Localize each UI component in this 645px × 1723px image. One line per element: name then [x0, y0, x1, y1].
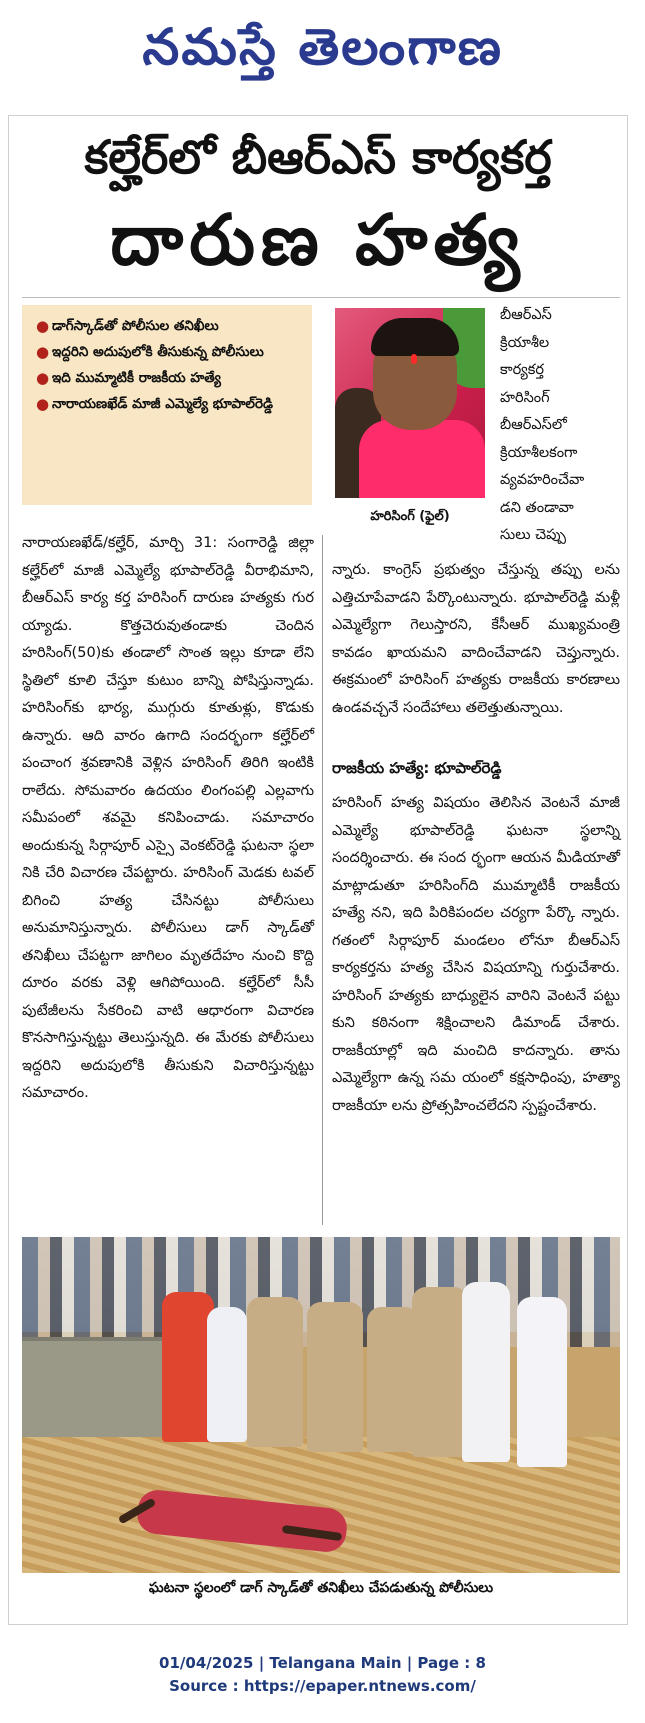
column-divider	[322, 535, 323, 1225]
narrow-line: కార్యకర్త	[500, 362, 544, 378]
narrow-line: క్రియాశీలకంగా	[500, 444, 578, 461]
highlight-text: ఇద్దరిని అదుపులోకి తీసుకున్న పోలీసులు	[52, 344, 264, 360]
masthead-title: నమస్తే తెలంగాణ	[142, 16, 503, 76]
scene-policeman	[307, 1302, 363, 1452]
highlight-item	[36, 341, 304, 364]
highlights-box	[22, 305, 312, 505]
narrow-line: డని తండావా	[500, 499, 574, 516]
headline-divider	[22, 297, 620, 298]
narrow-column	[500, 302, 618, 550]
left-column	[22, 530, 314, 1108]
highlight-item	[36, 393, 304, 416]
masthead	[0, 0, 645, 105]
headline-line-2: దారుణ హత్య	[110, 199, 526, 281]
footer-source: Source : https://epaper.ntnews.com/	[169, 1677, 476, 1695]
highlight-item	[36, 315, 304, 338]
left-column-text: నారాయణఖేడ్/కల్హేర్, మార్చి 31: సంగారెడ్డి జిల్లా కల్హేర్‌లో మాజీ ఎమ్మెల్యే భూపాల్‌రెడ్డి వీరాభిమాని, బీఆర్‌ఎస్ కార్య కర్త హరిసింగ్ దారుణ హత్యకు గుర య్యాడు. కొత్తచెరువుతండాకు చెందిన హరిసింగ్(50)కు తండాలో సొంత ఇల్లు కూడా లేని స్థితిలో కూలి చేస్తూ కుటుం బాన్ని పోషిస్తున్నాడు. హరిసింగ్‌కు భార్య, ముగ్గురు కూతుళ్లు, కొడుకు ఉన్నారు. ఆది వారం ఉగాది సందర్భంగా కల్హేర్‌లో పంచాంగ శ్రవణానికి వెళ్లిన హరిసింగ్ తిరిగి ఇంటికి రాలేదు. సోమవారం ఉదయం లింగంపల్లి ఎల్లవాగు సమీపంలో శవమై కనిపించాడు. సమాచారం అందుకున్న సిర్గాపూర్ ఎస్సై వెంకట్‌రెడ్డి ఘటనా స్థలా నికి చేరి విచారణ చేపట్టారు. హరిసింగ్ మెడకు టవల్ బిగించి హత్య చేసినట్టు పోలీసులు అనుమానిస్తున్నారు. పోలీసులు డాగ్ స్కాడ్‌తో తనిఖీలు చేపట్టగా జాగిలం మృతదేహం నుంచి కొద్ది దూరం వరకు వెళ్లి ఆగిపోయింది. కల్హేర్‌లో సీసీ పుటేజీలను సేకరించి వాటి ఆధారంగా విచారణ కొనసాగిస్తున్నట్టు తెలుస్తున్నది. ఈ మేరకు పోలీసులు ఇద్దరిని అదుపులోకి తీసుకుని విచారిస్తున్నట్టు సమాచారం.	[22, 535, 314, 1101]
right-column-top-text: న్నారు. కాంగ్రెస్ ప్రభుత్వం చేస్తున్న తప్పు లను ఎత్తిచూపేవాడని పేర్కొంటున్నారు. భూపాల్‌రెడ్డి మళ్లీ ఎమ్మెల్యేగా గెలుస్తారని, కేసీఆర్ ముఖ్యమంత్రి కావడం ఖాయమని వాదించేవాడని చెప్తున్నారు. ఈక్రమంలో హరిసింగ్ హత్యకు రాజకీయ కారణాలు ఉండవచ్చనే సందేహాలు తలెత్తుతున్నాయి.	[332, 562, 620, 716]
photo-hair	[371, 318, 459, 356]
bullet-icon: ●	[36, 317, 50, 335]
scene-photo	[22, 1237, 620, 1573]
narrow-line: హరిసింగ్	[500, 389, 550, 406]
scene-person-white-shirt	[462, 1282, 510, 1462]
narrow-line: క్రియాశీల	[500, 334, 550, 351]
subheading: రాజకీయ హత్యే: భూపాల్‌రెడ్డి	[332, 759, 502, 777]
scene-person-white-shirt	[207, 1307, 247, 1442]
portrait-photo	[335, 308, 485, 498]
bullet-icon: ●	[36, 395, 50, 413]
highlight-item	[36, 367, 304, 390]
narrow-line: బీఆర్‌ఎస్‌లో	[500, 417, 567, 433]
right-column-bottom	[332, 790, 620, 1120]
photo-shirt	[359, 420, 485, 498]
highlight-text: డాగ్‌స్కాడ్‌తో పోలీసుల తనిఖీలు	[52, 318, 219, 334]
right-column-bottom-text: హరిసింగ్ హత్య విషయం తెలిసిన వెంటనే మాజీ ఎమ్మెల్యే భూపాల్‌రెడ్డి ఘటనా స్థలాన్ని సందర్శించారు. ఈ సంద ర్భంగా ఆయన మీడియాతో మాట్లాడుతూ హరిసింగ్‌ది ముమ్మాటికీ రాజకీయ హత్యే నని, ఇది పిరికిపందల చర్యగా పేర్కొ న్నారు. గతంలో సిర్గాపూర్ మండలం లోనూ బీఆర్‌ఎస్ కార్యకర్తను హత్య చేసిన విషయాన్ని గుర్తుచేశారు. హరిసింగ్ హత్యకు బాధ్యులైన వారిని వెంటనే పట్టు కుని కఠినంగా శిక్షించాలని డిమాండ్ చేశారు. రాజకీయాల్లో ఇది మంచిది కాదన్నారు. తాను ఎమ్మెల్యేగా ఉన్న సమ యంలో కక్షసాధింపు, హత్యా రాజకీయా లను ప్రోత్సహించలేదని స్పష్టంచేశారు.	[332, 795, 620, 1114]
bullet-icon: ●	[36, 369, 50, 387]
scene-policeman	[412, 1287, 468, 1457]
narrow-line: బీఆర్‌ఎస్	[500, 307, 552, 323]
photo-tilak	[411, 354, 417, 364]
narrow-line: సులు చెప్పు	[500, 527, 566, 543]
bullet-icon: ●	[36, 343, 50, 361]
scene-person-white-shirt	[517, 1297, 567, 1467]
scene-caption: ఘటనా స్థలంలో డాగ్ స్కాడ్‌తో తనిఖీలు చేపడుతున్న పోలీసులు	[148, 1580, 494, 1596]
headline-line-1: కల్హేర్‌లో బీఆర్‌ఎస్ కార్యకర్త	[84, 130, 552, 184]
portrait-caption: హరిసింగ్ (ఫైల్)	[370, 509, 450, 524]
highlight-text: ఇది ముమ్మాటికీ రాజకీయ హత్యే	[52, 370, 221, 386]
scene-policeman	[247, 1297, 303, 1447]
narrow-line: వ్యవహరించేవా	[500, 472, 585, 488]
right-column-top	[332, 557, 620, 722]
highlight-text: నారాయణఖేడ్ మాజీ ఎమ్మెల్యే భూపాల్‌రెడ్డి	[52, 396, 273, 412]
footer-edition: 01/04/2025 | Telangana Main | Page : 8	[159, 1654, 486, 1672]
